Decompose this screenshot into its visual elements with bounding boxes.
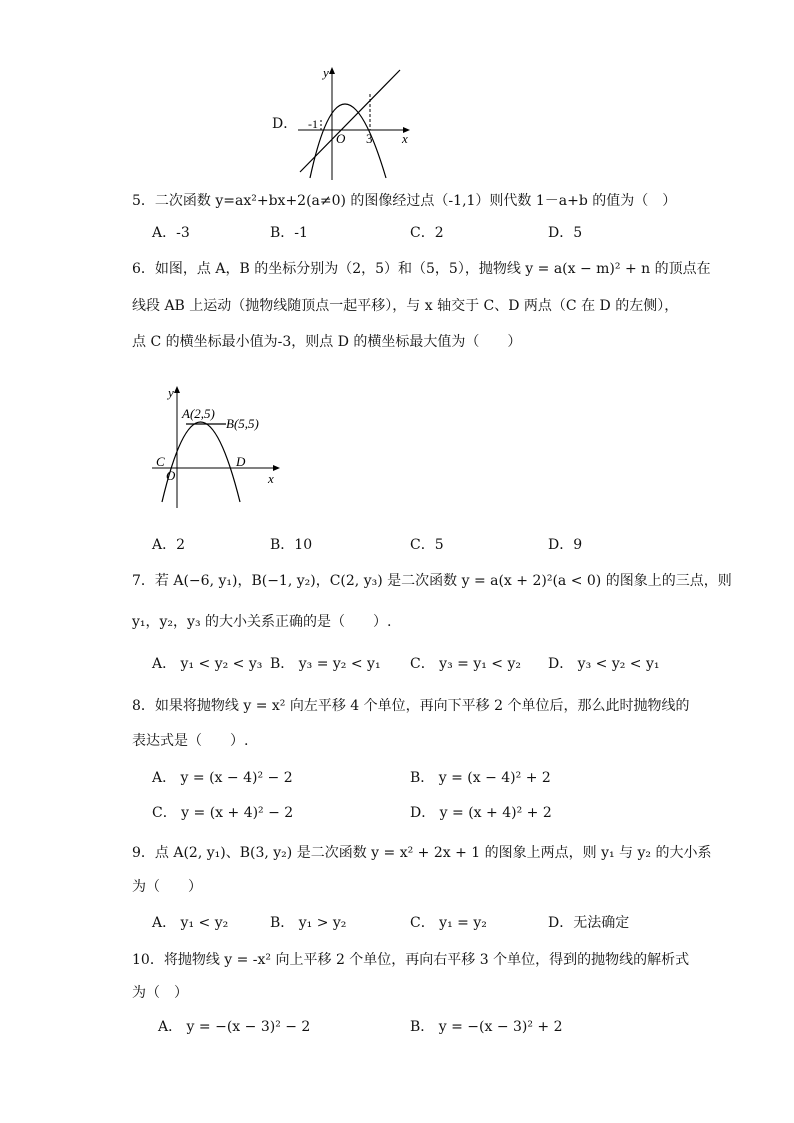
q8-line-1: 8．如果将抛物线 y = x² 向左平移 4 个单位，再向下平移 2 个单位后，那么此时抛物线的 bbox=[132, 698, 690, 714]
q9-line-2: 为（ ） bbox=[132, 879, 202, 895]
q6-graph bbox=[150, 380, 290, 510]
q6-origin-label: O bbox=[166, 468, 176, 483]
q6-y-label: y bbox=[168, 385, 174, 400]
q4-parabola bbox=[310, 104, 386, 178]
q4-three-label: 3 bbox=[366, 131, 373, 146]
q7-option-c: C． y₃ = y₁ < y₂ bbox=[410, 656, 521, 672]
q6-label-d: D bbox=[236, 454, 246, 469]
q5-stem: 5．二次函数 y=ax²+bx+2(a≠0) 的图像经过点（-1,1）则代数 1－a+b 的值为（ ） bbox=[132, 193, 677, 209]
q6-label-a: A(2,5) bbox=[182, 406, 215, 421]
q8-option-d: D． y = (x + 4)² + 2 bbox=[410, 805, 552, 821]
q6-label-c: C bbox=[156, 454, 165, 469]
q10-line-2: 为（ ） bbox=[132, 985, 188, 1001]
q6-label-b: B(5,5) bbox=[226, 416, 259, 431]
q6-option-d: D．9 bbox=[548, 537, 583, 553]
q6-x-arrow bbox=[273, 465, 280, 471]
q8-option-a: A． y = (x − 4)² − 2 bbox=[152, 770, 293, 786]
q4-x-label: x bbox=[402, 131, 408, 146]
q9-option-d: D．无法确定 bbox=[548, 915, 630, 931]
q6-option-c: C．5 bbox=[410, 537, 444, 553]
q6-option-b: B．10 bbox=[270, 537, 313, 553]
q7-line-1: 7．若 A(−6, y₁)，B(−1, y₂)，C(2, y₃) 是二次函数 y = a(x + 2)²(a < 0) 的图象上的三点，则 bbox=[132, 573, 732, 589]
q5-option-a: A．-3 bbox=[152, 225, 190, 241]
q4-graph bbox=[290, 60, 420, 182]
q8-line-2: 表达式是（ ）. bbox=[132, 733, 249, 749]
q9-line-1: 9．点 A(2, y₁)、B(3, y₂) 是二次函数 y = x² + 2x + 1 的图象上两点，则 y₁ 与 y₂ 的大小系 bbox=[132, 845, 712, 861]
q9-option-a: A． y₁ < y₂ bbox=[152, 915, 229, 931]
q5-option-c: C．2 bbox=[410, 225, 444, 241]
q6-line-1: 6．如图，点 A，B 的坐标分别为（2，5）和（5，5），抛物线 y = a(x − m)² + n 的顶点在 bbox=[132, 261, 711, 277]
q10-line-1: 10．将抛物线 y = -x² 向上平移 2 个单位，再向右平移 3 个单位，得到的抛物线的解析式 bbox=[132, 952, 690, 968]
q4-origin-label: O bbox=[336, 131, 346, 146]
q9-option-c: C． y₁ = y₂ bbox=[410, 915, 487, 931]
q7-option-d: D． y₃ < y₂ < y₁ bbox=[548, 656, 660, 672]
q6-y-arrow bbox=[174, 386, 180, 393]
q4-y-arrow bbox=[329, 67, 335, 74]
q4-minus-one-label: -1 bbox=[308, 117, 318, 131]
q6-line-2: 线段 AB 上运动（抛物线随顶点一起平移），与 x 轴交于 C、D 两点（C 在 D 的左侧）， bbox=[132, 298, 679, 314]
q7-line-2: y₁，y₂，y₃ 的大小关系正确的是（ ）. bbox=[132, 614, 392, 630]
q7-option-a: A． y₁ < y₂ < y₃ bbox=[152, 656, 263, 672]
q5-option-d: D．5 bbox=[548, 225, 583, 241]
q6-parabola bbox=[162, 422, 240, 502]
q10-option-a: A． y = −(x − 3)² − 2 bbox=[158, 1019, 311, 1035]
q7-option-b: B． y₃ = y₂ < y₁ bbox=[270, 656, 381, 672]
q8-option-b: B． y = (x − 4)² + 2 bbox=[410, 770, 551, 786]
q6-x-label: x bbox=[268, 471, 274, 486]
q8-option-c: C． y = (x + 4)² − 2 bbox=[152, 805, 294, 821]
q6-line-3: 点 C 的横坐标最小值为-3，则点 D 的横坐标最大值为（ ） bbox=[132, 334, 522, 350]
q5-option-b: B．-1 bbox=[270, 225, 308, 241]
q10-option-b: B． y = −(x − 3)² + 2 bbox=[410, 1019, 563, 1035]
q6-option-a: A．2 bbox=[152, 537, 186, 553]
q9-option-b: B． y₁ > y₂ bbox=[270, 915, 347, 931]
q4-option-d-label: D． bbox=[272, 116, 298, 132]
q4-y-label: y bbox=[323, 65, 329, 80]
